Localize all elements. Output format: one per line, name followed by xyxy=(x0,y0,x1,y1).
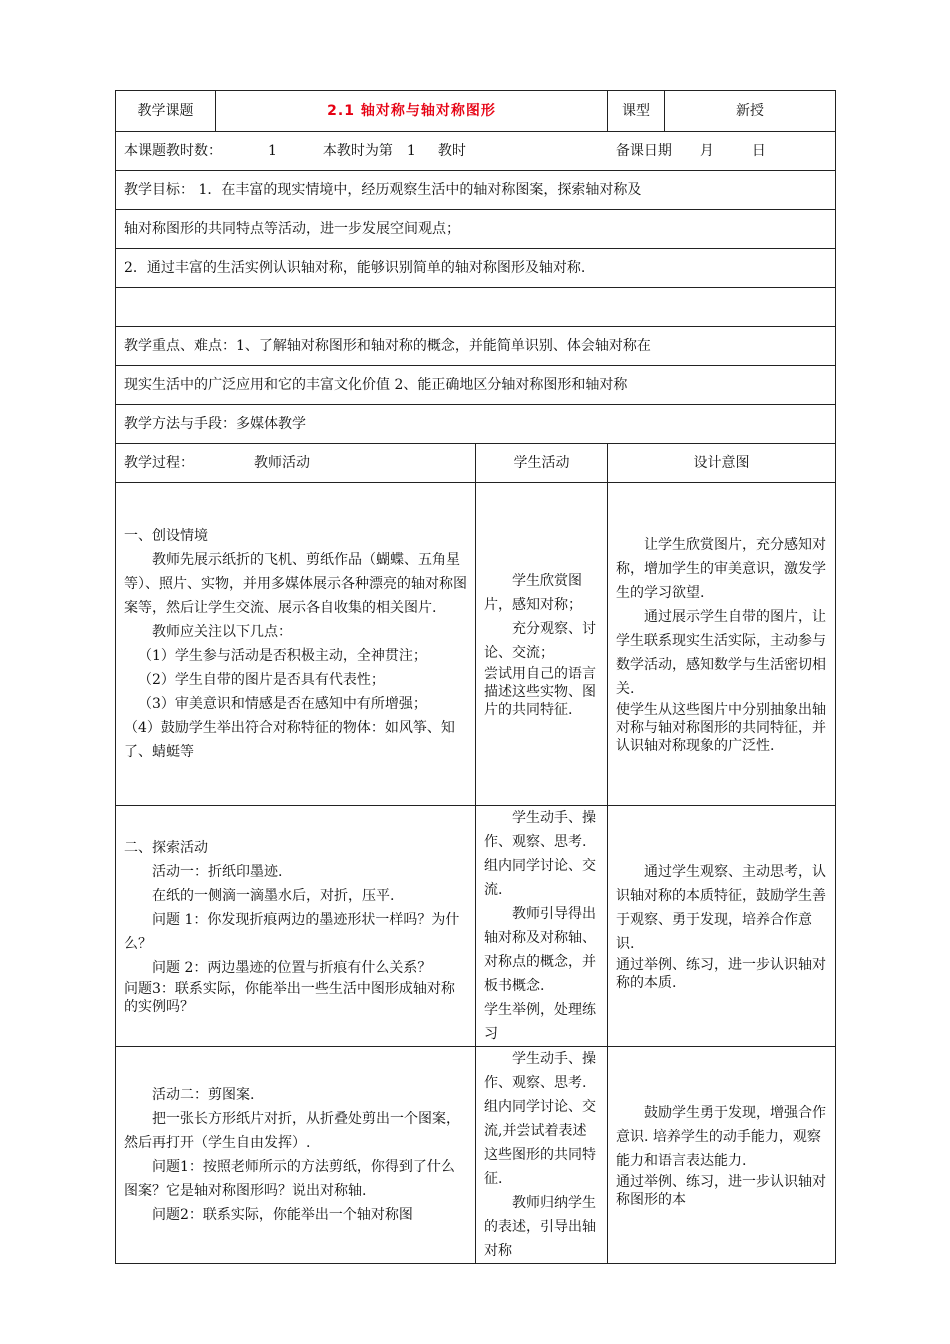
goals-row-1 xyxy=(116,171,836,210)
teacher-paragraph: （2）学生自带的图片是否具有代表性； xyxy=(138,672,385,688)
lesson-plan-page xyxy=(115,90,835,1264)
keypoints-row-2 xyxy=(116,366,836,405)
teacher-paragraph: 问题 1：你发现折痕两边的墨迹形状一样吗？为什么？ xyxy=(124,912,460,952)
teacher-activity-header: 教师活动 xyxy=(254,455,310,471)
design-paragraph: 通过学生观察、主动思考，认识轴对称的本质特征，鼓励学生善于观察、勇于发现，培养合作意识. xyxy=(616,864,826,952)
teacher-paragraph: 问题1：按照老师所示的方法剪纸，你得到了什么图案？它是轴对称图形吗？说出对称轴. xyxy=(124,1159,455,1199)
day-label: 日 xyxy=(751,143,766,159)
design-paragraph: 鼓励学生勇于发现，增强合作意识. 培养学生的动手能力，观察能力和语言表达能力. xyxy=(616,1105,826,1169)
current-unit: 教时 xyxy=(437,143,466,159)
student-paragraph: 学生动手、操作、观察、思考. 组内同学讨论、交流. xyxy=(484,810,596,898)
meta-row xyxy=(116,132,836,171)
methods-row xyxy=(116,405,836,444)
teacher-paragraph: 教师先展示纸折的飞机、剪纸作品（蝴蝶、五角星等）、照片、实物，并用多媒体展示各种漂亮的轴对称图案等，然后让学生交流、展示各自收集的相关图片. xyxy=(124,552,467,616)
section-heading: 一、创设情境 xyxy=(124,528,208,544)
process-header-row xyxy=(116,444,836,483)
teacher-paragraph: 活动二：剪图案. xyxy=(152,1087,255,1103)
teacher-paragraph: （3）审美意识和情感是否在感知中有所增强； xyxy=(138,696,427,712)
design-paragraph: 使学生从这些图片中分别抽象出轴对称与轴对称图形的共同特征，并认识轴对称现象的广泛性. xyxy=(616,702,826,754)
teacher-paragraph: 问题 2：两边墨迹的位置与折痕有什么关系？ xyxy=(152,960,432,976)
teacher-paragraph: 教师应关注以下几点： xyxy=(152,624,292,640)
teacher-paragraph: 问题3：联系实际，你能举出一些生活中图形成轴对称的实例吗？ xyxy=(124,981,455,1015)
teacher-activity-cell xyxy=(116,1047,476,1264)
design-intent-cell xyxy=(608,1047,836,1264)
student-paragraph: 尝试用自己的语言描述这些实物、图片的共同特征. xyxy=(484,666,596,718)
student-activity-cell xyxy=(476,1047,608,1264)
goals-row-2 xyxy=(116,210,836,249)
section-heading: 二、探索活动 xyxy=(124,840,208,856)
goals-line-1: 教学目标： 1．在丰富的现实情境中，经历观察生活中的轴对称图案，探索轴对称及 xyxy=(116,171,836,210)
goals-line-3: 2．通过丰富的生活实例认识轴对称，能够识别简单的轴对称图形及轴对称. xyxy=(116,249,836,288)
header-row xyxy=(116,91,836,132)
teacher-paragraph: （4）鼓励学生举出符合对称特征的物体：如风筝、知了、蜻蜓等 xyxy=(124,720,455,760)
type-value: 新授 xyxy=(665,91,836,132)
teacher-paragraph: 活动一：折纸印墨迹. xyxy=(152,864,283,880)
student-paragraph: 学生举例，处理练习 xyxy=(484,1002,596,1042)
student-paragraph: 充分观察、讨论、交流； xyxy=(484,621,596,661)
student-paragraph: 学生动手、操作、观察、思考. 组内同学讨论、交流,并尝试着表述这些图形的共同特征. xyxy=(484,1051,596,1187)
goals-row-3 xyxy=(116,249,836,288)
student-paragraph: 学生欣赏图片，感知对称； xyxy=(484,573,582,613)
total-value: 1 xyxy=(268,143,277,159)
keypoints-line-1: 教学重点、难点：1、了解轴对称图形和轴对称的概念，并能简单识别、体会轴对称在 xyxy=(116,327,836,366)
teacher-activity-cell xyxy=(116,806,476,1047)
design-intent-cell xyxy=(608,806,836,1047)
student-activity-cell xyxy=(476,483,608,806)
current-label: 本教时为第 xyxy=(322,143,393,159)
design-paragraph: 通过举例、练习，进一步认识轴对称的本质. xyxy=(616,957,826,991)
process-label: 教学过程： xyxy=(124,455,194,471)
student-paragraph: 教师引导得出轴对称及对称轴、对称点的概念，并板书概念. xyxy=(484,906,596,994)
meta-cell xyxy=(116,132,836,171)
design-paragraph: 通过展示学生自带的图片，让学生联系现实生活实际，主动参与数学活动，感知数学与生活密切相关. xyxy=(616,609,826,697)
teacher-paragraph: 把一张长方形纸片对折，从折叠处剪出一个图案，然后再打开（学生自由发挥）. xyxy=(124,1111,460,1151)
process-section-1 xyxy=(116,483,836,806)
date-label: 备课日期 xyxy=(615,143,672,159)
keypoints-row-1 xyxy=(116,327,836,366)
type-label: 课型 xyxy=(608,91,665,132)
keypoints-line-2: 现实生活中的广泛应用和它的丰富文化价值 2、能正确地区分轴对称图形和轴对称 xyxy=(116,366,836,405)
teacher-paragraph: 问题2：联系实际，你能举出一个轴对称图 xyxy=(152,1207,413,1223)
teacher-activity-cell xyxy=(116,483,476,806)
lesson-title: 2.1 轴对称与轴对称图形 xyxy=(216,91,608,132)
design-paragraph: 通过举例、练习，进一步认识轴对称图形的本 xyxy=(616,1174,826,1208)
design-intent-cell xyxy=(608,483,836,806)
lesson-plan-table xyxy=(115,90,836,1264)
empty-row xyxy=(116,288,836,327)
student-activity-header: 学生活动 xyxy=(476,444,608,483)
student-paragraph: 教师归纳学生的表述，引导出轴对称 xyxy=(484,1195,596,1259)
process-header-teacher-cell xyxy=(116,444,476,483)
current-value: 1 xyxy=(406,143,416,159)
empty-cell xyxy=(116,288,836,327)
design-paragraph: 让学生欣赏图片，充分感知对称，增加学生的审美意识，激发学生的学习欲望. xyxy=(616,537,826,601)
teacher-paragraph: （1）学生参与活动是否积极主动，全神贯注； xyxy=(138,648,427,664)
course-label: 教学课题 xyxy=(116,91,216,132)
goals-line-2: 轴对称图形的共同特点等活动，进一步发展空间观点； xyxy=(116,210,836,249)
month-label: 月 xyxy=(699,143,714,159)
process-section-3 xyxy=(116,1047,836,1264)
total-label: 本课题教时数： xyxy=(124,143,222,159)
process-section-2 xyxy=(116,806,836,1047)
design-intent-header: 设计意图 xyxy=(608,444,836,483)
student-activity-cell xyxy=(476,806,608,1047)
methods-text: 教学方法与手段：多媒体教学 xyxy=(116,405,836,444)
teacher-paragraph: 在纸的一侧滴一滴墨水后，对折，压平. xyxy=(152,888,395,904)
